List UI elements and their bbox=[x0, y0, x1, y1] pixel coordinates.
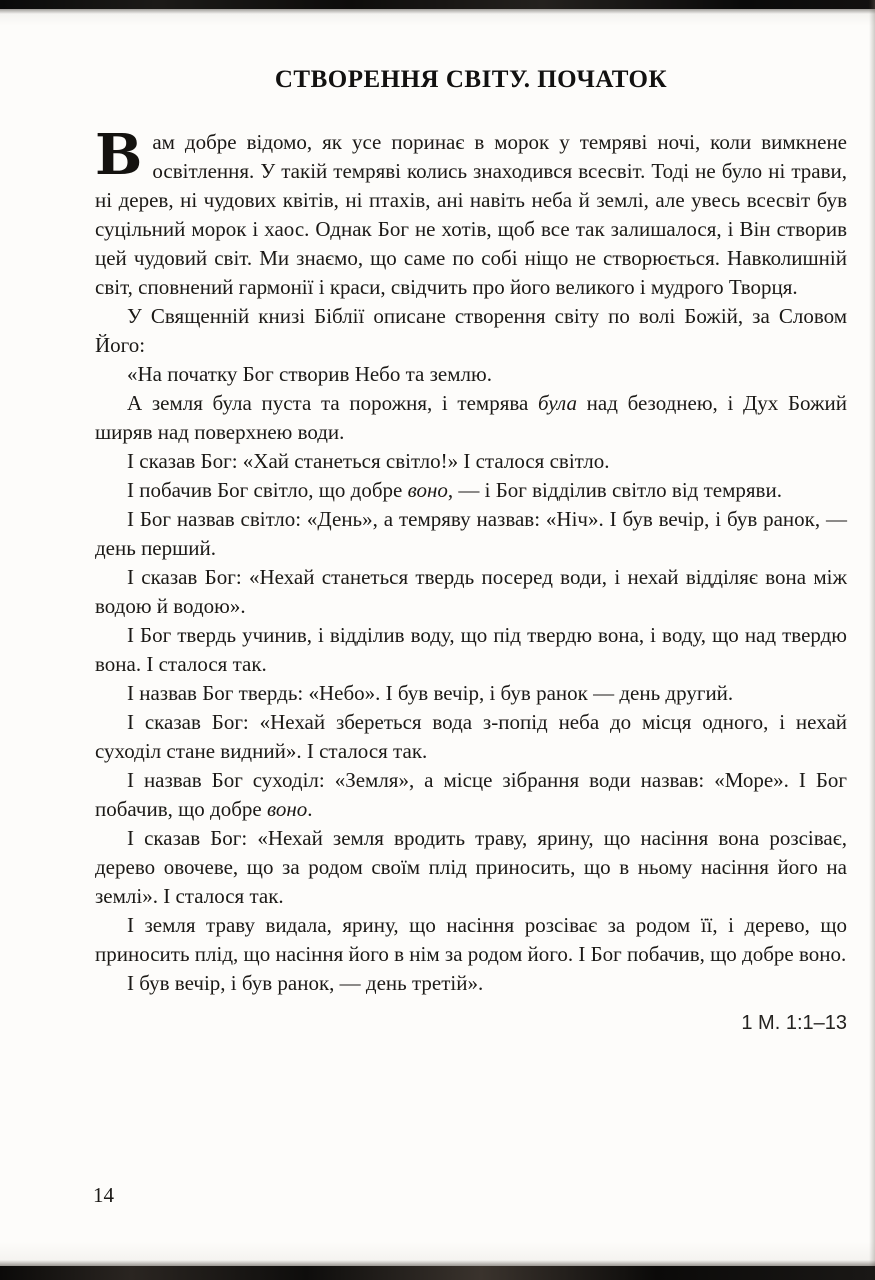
scan-artifact-right bbox=[869, 0, 875, 1280]
text-segment: І назвав Бог твердь: «Небо». І був вечір, і був ранок — день другий. bbox=[127, 681, 734, 705]
text-segment: І Бог назвав світло: «День», а темряву назвав: «Ніч». І був вечір, і був ранок, — день перший. bbox=[95, 507, 847, 560]
page-content bbox=[95, 66, 847, 1035]
scripture-reference: 1 М. 1:1–13 bbox=[741, 1012, 847, 1034]
text-segment: І назвав Бог суходіл: «Земля», а місце зібрання води назвав: «Море». І Бог побачив, що добре bbox=[95, 768, 847, 821]
paragraph bbox=[95, 302, 847, 360]
italic-text: воно bbox=[407, 478, 448, 502]
paragraph bbox=[95, 505, 847, 563]
text-segment: І сказав Бог: «Нехай збереться вода з-попід неба до місця одного, і нехай суходіл стане видний». І сталося так. bbox=[95, 710, 847, 763]
text-segment: «На початку Бог створив Небо та землю. bbox=[127, 362, 492, 386]
text-segment: І земля траву видала, ярину, що насіння розсіває за родом її, і дерево, що приносить плід, що насіння його в нім за родом його. І Бог побачив, що добре воно. bbox=[95, 913, 847, 966]
text-segment: І сказав Бог: «Нехай станеться твердь посеред води, і нехай відділяє вона між водою й водою». bbox=[95, 565, 847, 618]
text-segment: У Священній книзі Біблії описане створення світу по волі Божій, за Словом Його: bbox=[95, 304, 847, 357]
paragraph bbox=[95, 708, 847, 766]
text-segment: . bbox=[307, 797, 313, 821]
page-title: СТВОРЕННЯ СВІТУ. ПОЧАТОК bbox=[274, 66, 668, 93]
paragraph bbox=[95, 824, 847, 911]
scan-artifact-bottom bbox=[0, 1266, 875, 1280]
italic-text: була bbox=[538, 391, 577, 415]
text-segment: І сказав Бог: «Хай станеться світло!» І сталося світло. bbox=[127, 449, 610, 473]
drop-cap-initial: В bbox=[95, 122, 143, 188]
text-segment: І Бог твердь учинив, і відділив воду, що під твердю вона, і воду, що над твердю вона. І сталося так. bbox=[95, 623, 847, 676]
paragraph bbox=[95, 621, 847, 679]
text-segment: І був вечір, і був ранок, — день третій». bbox=[127, 971, 484, 995]
paragraph bbox=[95, 360, 847, 389]
body-text bbox=[95, 122, 847, 998]
text-segment: ам добре відомо, як усе поринає в морок у темряві ночі, коли вимкнене освітлення. У такій темряві колись знаходився всесвіт. Тоді не було ні трави, ні дерев, ні чудових квітів, ні птахів, ані навіть неба й землі, але увесь всесвіт був суцільний морок і хаос. Однак Бог не хотів, щоб все так залишалося, і Він створив цей чудовий світ. Ми знаємо, що саме по собі ніщо не створюється. Навколишній світ, сповнений гармонії і краси, свідчить про його великого і мудрого Творця. bbox=[95, 130, 847, 299]
paragraph bbox=[95, 563, 847, 621]
text-segment: , — і Бог відділив світло від темряви. bbox=[447, 478, 782, 502]
paragraph bbox=[95, 911, 847, 969]
italic-text: воно bbox=[266, 797, 308, 821]
paragraph bbox=[95, 476, 847, 505]
paragraph bbox=[95, 766, 847, 824]
page-number: 14 bbox=[93, 1183, 114, 1207]
paragraph bbox=[95, 389, 847, 447]
paragraph bbox=[95, 447, 847, 476]
scan-artifact-top bbox=[0, 0, 875, 9]
text-segment: І сказав Бог: «Нехай земля вродить траву, ярину, що насіння вона розсіває, дерево овочеве, що за родом своїм плід приносить, що в ньому насіння його на землі». І сталося так. bbox=[95, 826, 847, 908]
text-segment: над безоднею, і Дух Божий ширяв над поверхнею води. bbox=[95, 391, 847, 444]
text-segment: А земля була пуста та порожня, і темрява bbox=[127, 391, 539, 415]
paragraph bbox=[95, 969, 847, 998]
paragraph bbox=[95, 679, 847, 708]
paragraph bbox=[95, 122, 847, 302]
text-segment: І побачив Бог світло, що добре bbox=[127, 478, 408, 502]
